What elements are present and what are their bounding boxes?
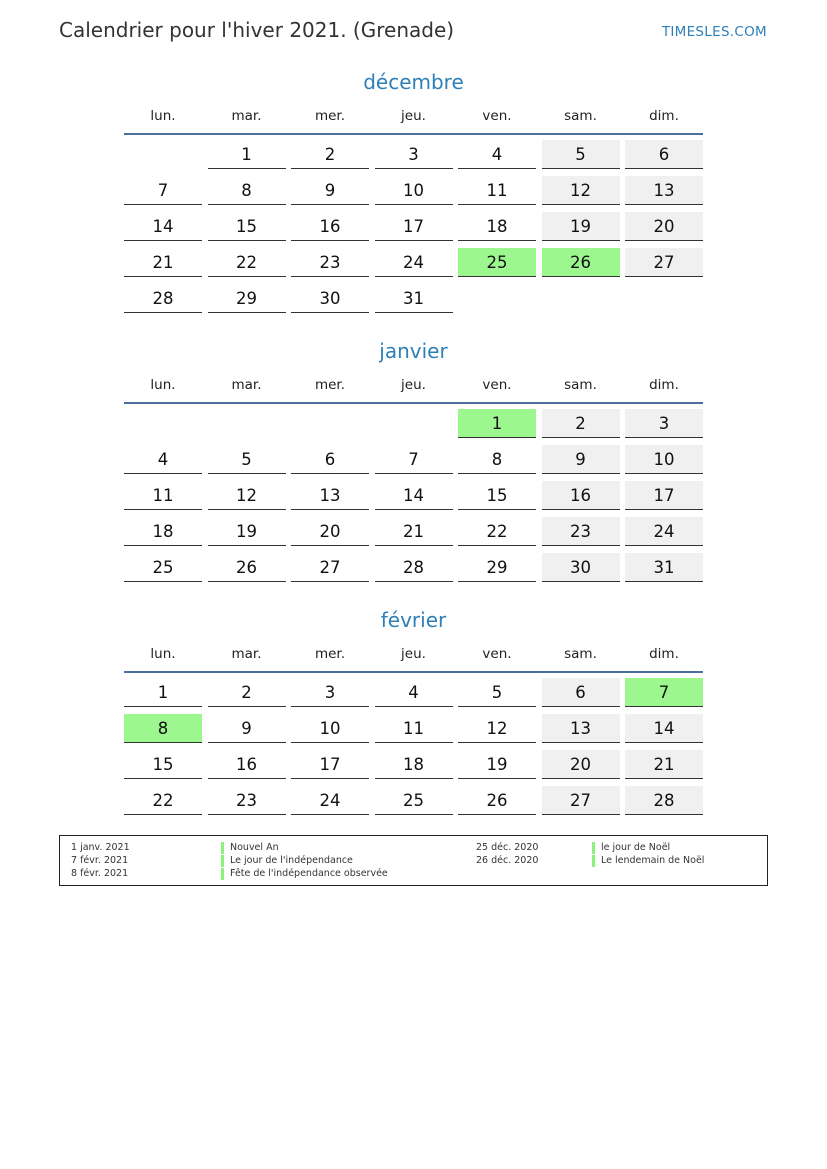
day-cell: 3 bbox=[375, 140, 453, 169]
month-block bbox=[124, 606, 703, 822]
week-row bbox=[124, 445, 703, 474]
week-row bbox=[124, 284, 703, 313]
empty-day-cell bbox=[124, 140, 202, 168]
day-cell: 28 bbox=[625, 786, 703, 815]
day-cell: 13 bbox=[542, 714, 620, 743]
day-cell: 22 bbox=[208, 248, 286, 277]
legend-date: 7 févr. 2021 bbox=[71, 855, 129, 866]
day-cell: 15 bbox=[458, 481, 536, 510]
empty-day-cell bbox=[625, 284, 703, 312]
day-cell: 23 bbox=[291, 248, 369, 277]
week-row bbox=[124, 140, 703, 169]
week-row bbox=[124, 678, 703, 707]
weekday-label: sam. bbox=[564, 108, 597, 124]
weekday-label: mer. bbox=[314, 646, 346, 662]
day-cell: 11 bbox=[375, 714, 453, 743]
day-cell: 12 bbox=[208, 481, 286, 510]
day-cell: 13 bbox=[291, 481, 369, 510]
day-cell: 1 bbox=[124, 678, 202, 707]
day-cell: 19 bbox=[208, 517, 286, 546]
day-cell: 14 bbox=[124, 212, 202, 241]
day-cell: 7 bbox=[625, 678, 703, 707]
day-cell: 21 bbox=[124, 248, 202, 277]
weekday-label: mar. bbox=[231, 646, 262, 662]
month-name: février bbox=[380, 608, 447, 632]
weekday-header bbox=[124, 374, 703, 396]
day-cell: 18 bbox=[458, 212, 536, 241]
week-row bbox=[124, 481, 703, 510]
month-block bbox=[124, 337, 703, 589]
day-cell: 8 bbox=[458, 445, 536, 474]
day-cell: 21 bbox=[375, 517, 453, 546]
day-cell: 7 bbox=[124, 176, 202, 205]
header-rule bbox=[124, 402, 703, 404]
day-cell: 25 bbox=[458, 248, 536, 277]
weekday-label: mar. bbox=[231, 377, 262, 393]
day-cell: 17 bbox=[625, 481, 703, 510]
day-cell: 10 bbox=[291, 714, 369, 743]
day-cell: 1 bbox=[208, 140, 286, 169]
day-cell: 3 bbox=[291, 678, 369, 707]
day-cell: 11 bbox=[124, 481, 202, 510]
day-cell: 10 bbox=[625, 445, 703, 474]
day-cell: 24 bbox=[625, 517, 703, 546]
day-cell: 13 bbox=[625, 176, 703, 205]
empty-day-cell bbox=[542, 284, 620, 312]
weekday-label: mar. bbox=[231, 108, 262, 124]
day-cell: 9 bbox=[291, 176, 369, 205]
legend-holiday-name: Nouvel An bbox=[221, 842, 279, 854]
brand-link[interactable]: TIMESLES.COM bbox=[661, 24, 767, 40]
empty-day-cell bbox=[291, 409, 369, 437]
day-cell: 20 bbox=[542, 750, 620, 779]
weekday-label: jeu. bbox=[401, 108, 426, 124]
day-cell: 18 bbox=[124, 517, 202, 546]
day-cell: 24 bbox=[375, 248, 453, 277]
legend-date: 25 déc. 2020 bbox=[476, 842, 539, 853]
day-cell: 12 bbox=[458, 714, 536, 743]
header-rule bbox=[124, 133, 703, 135]
day-cell: 11 bbox=[458, 176, 536, 205]
weekday-label: ven. bbox=[482, 646, 512, 662]
day-cell: 25 bbox=[124, 553, 202, 582]
weekday-label: lun. bbox=[150, 377, 176, 393]
day-cell: 31 bbox=[375, 284, 453, 313]
week-row bbox=[124, 553, 703, 582]
weekday-label: mer. bbox=[314, 377, 346, 393]
day-cell: 23 bbox=[208, 786, 286, 815]
day-cell: 20 bbox=[625, 212, 703, 241]
weeks-grid bbox=[124, 678, 703, 815]
day-cell: 27 bbox=[625, 248, 703, 277]
weekday-label: dim. bbox=[649, 108, 679, 124]
week-row bbox=[124, 212, 703, 241]
day-cell: 26 bbox=[208, 553, 286, 582]
weekday-label: ven. bbox=[482, 377, 512, 393]
month-name: décembre bbox=[363, 70, 464, 94]
legend-holiday-name: Le lendemain de Noël bbox=[592, 855, 704, 867]
day-cell: 16 bbox=[291, 212, 369, 241]
weekday-label: jeu. bbox=[401, 646, 426, 662]
legend-date: 1 janv. 2021 bbox=[71, 842, 130, 853]
day-cell: 16 bbox=[208, 750, 286, 779]
day-cell: 6 bbox=[542, 678, 620, 707]
day-cell: 4 bbox=[458, 140, 536, 169]
day-cell: 21 bbox=[625, 750, 703, 779]
weeks-grid bbox=[124, 140, 703, 313]
day-cell: 8 bbox=[208, 176, 286, 205]
day-cell: 9 bbox=[208, 714, 286, 743]
weekday-label: jeu. bbox=[401, 377, 426, 393]
day-cell: 15 bbox=[124, 750, 202, 779]
legend-holiday-name: Le jour de l'indépendance bbox=[221, 855, 353, 867]
day-cell: 24 bbox=[291, 786, 369, 815]
empty-day-cell bbox=[208, 409, 286, 437]
legend-holiday-name: le jour de Noël bbox=[592, 842, 670, 854]
day-cell: 18 bbox=[375, 750, 453, 779]
legend-holiday-name: Fête de l'indépendance observée bbox=[221, 868, 388, 880]
day-cell: 3 bbox=[625, 409, 703, 438]
weekday-label: dim. bbox=[649, 377, 679, 393]
day-cell: 15 bbox=[208, 212, 286, 241]
day-cell: 1 bbox=[458, 409, 536, 438]
weekday-header bbox=[124, 643, 703, 665]
day-cell: 30 bbox=[291, 284, 369, 313]
weeks-grid bbox=[124, 409, 703, 582]
day-cell: 20 bbox=[291, 517, 369, 546]
day-cell: 25 bbox=[375, 786, 453, 815]
day-cell: 6 bbox=[291, 445, 369, 474]
month-name: janvier bbox=[379, 339, 448, 363]
day-cell: 2 bbox=[542, 409, 620, 438]
day-cell: 19 bbox=[458, 750, 536, 779]
day-cell: 4 bbox=[375, 678, 453, 707]
week-row bbox=[124, 786, 703, 815]
day-cell: 14 bbox=[625, 714, 703, 743]
day-cell: 5 bbox=[542, 140, 620, 169]
day-cell: 30 bbox=[542, 553, 620, 582]
weekday-label: sam. bbox=[564, 646, 597, 662]
day-cell: 5 bbox=[208, 445, 286, 474]
day-cell: 14 bbox=[375, 481, 453, 510]
day-cell: 17 bbox=[375, 212, 453, 241]
day-cell: 27 bbox=[542, 786, 620, 815]
day-cell: 7 bbox=[375, 445, 453, 474]
weekday-label: lun. bbox=[150, 646, 176, 662]
day-cell: 6 bbox=[625, 140, 703, 169]
day-cell: 19 bbox=[542, 212, 620, 241]
empty-day-cell bbox=[458, 284, 536, 312]
header-rule bbox=[124, 671, 703, 673]
day-cell: 28 bbox=[375, 553, 453, 582]
day-cell: 28 bbox=[124, 284, 202, 313]
empty-day-cell bbox=[375, 409, 453, 437]
day-cell: 29 bbox=[458, 553, 536, 582]
week-row bbox=[124, 714, 703, 743]
week-row bbox=[124, 176, 703, 205]
page-title: Calendrier pour l'hiver 2021. (Grenade) bbox=[59, 18, 455, 42]
legend-date: 26 déc. 2020 bbox=[476, 855, 539, 866]
day-cell: 8 bbox=[124, 714, 202, 743]
holiday-legend bbox=[59, 835, 768, 886]
week-row bbox=[124, 517, 703, 546]
day-cell: 2 bbox=[208, 678, 286, 707]
day-cell: 2 bbox=[291, 140, 369, 169]
week-row bbox=[124, 750, 703, 779]
day-cell: 16 bbox=[542, 481, 620, 510]
legend-date: 8 févr. 2021 bbox=[71, 868, 129, 879]
day-cell: 31 bbox=[625, 553, 703, 582]
day-cell: 12 bbox=[542, 176, 620, 205]
weekday-label: mer. bbox=[314, 108, 346, 124]
day-cell: 23 bbox=[542, 517, 620, 546]
weekday-header bbox=[124, 105, 703, 127]
day-cell: 26 bbox=[542, 248, 620, 277]
weekday-label: lun. bbox=[150, 108, 176, 124]
day-cell: 9 bbox=[542, 445, 620, 474]
week-row bbox=[124, 409, 703, 438]
day-cell: 27 bbox=[291, 553, 369, 582]
empty-day-cell bbox=[124, 409, 202, 437]
weekday-label: dim. bbox=[649, 646, 679, 662]
week-row bbox=[124, 248, 703, 277]
day-cell: 22 bbox=[124, 786, 202, 815]
day-cell: 5 bbox=[458, 678, 536, 707]
day-cell: 4 bbox=[124, 445, 202, 474]
day-cell: 26 bbox=[458, 786, 536, 815]
month-block bbox=[124, 68, 703, 320]
weekday-label: ven. bbox=[482, 108, 512, 124]
day-cell: 29 bbox=[208, 284, 286, 313]
day-cell: 10 bbox=[375, 176, 453, 205]
weekday-label: sam. bbox=[564, 377, 597, 393]
day-cell: 17 bbox=[291, 750, 369, 779]
day-cell: 22 bbox=[458, 517, 536, 546]
